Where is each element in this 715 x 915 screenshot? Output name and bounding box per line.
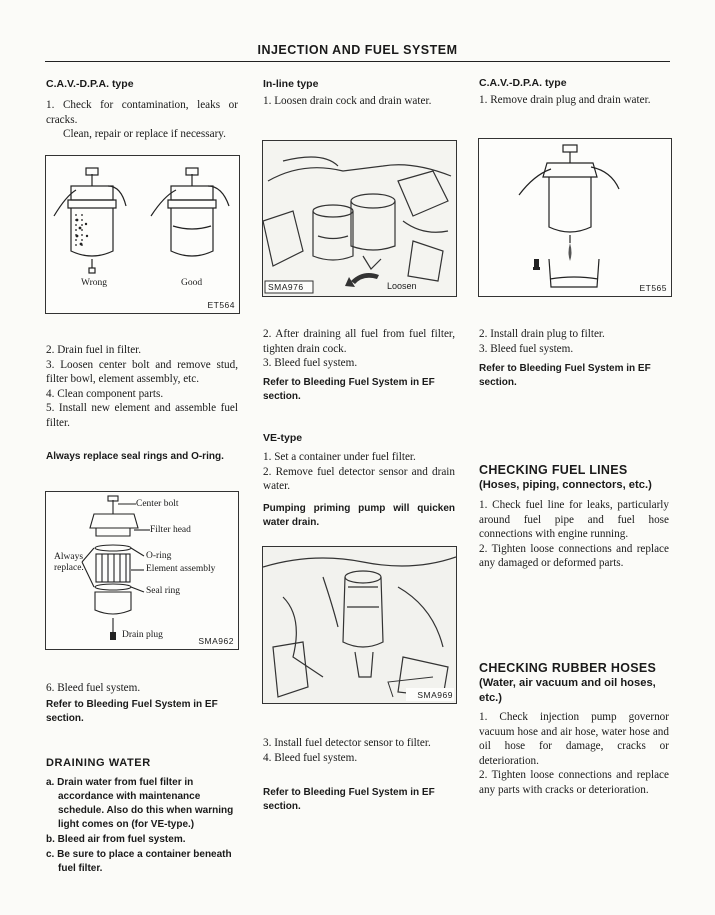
col1-note-bleeding: Refer to Bleeding Fuel System in EF section. — [46, 699, 218, 724]
col3-steps-2-3 — [479, 327, 669, 356]
fig1-label-wrong: Wrong — [81, 278, 107, 288]
header-rule — [45, 61, 670, 62]
col1-step1: 1. Check for contamination, leaks or cracks. — [46, 99, 238, 126]
col1-step6: 6. Bleed fuel system. — [46, 682, 141, 694]
checking-fuel-lines-subtitle: (Hoses, piping, connectors, etc.) — [479, 479, 652, 491]
col1-step4: 4. Clean component parts. — [46, 387, 164, 400]
rubber-hoses-step2: 2. Tighten loose connections and replace any parts with cracks or deterioration. — [479, 769, 669, 796]
fig2-label-filter-head: Filter head — [150, 525, 191, 535]
draining-water-title: DRAINING WATER — [46, 757, 151, 769]
figure-ve-sensor — [262, 546, 457, 704]
fig2-label-center-bolt: Center bolt — [136, 499, 179, 509]
rubber-hoses-step1: 1. Check injection pump governor vacuum hose and air hose, water hose and oil hose for damage, cracks or deterioration. — [479, 711, 669, 767]
fig1-label-good: Good — [181, 278, 203, 288]
fig2-label-element-assembly: Element assembly — [146, 564, 216, 574]
fig1-id: ET564 — [207, 300, 235, 310]
ve-step1: 1. Set a container under fuel filter. — [263, 451, 416, 463]
col2-steps-2-3 — [263, 327, 455, 371]
filter-comparison-illustration — [46, 156, 239, 313]
figure-inline-drain-cock — [262, 140, 457, 297]
checking-rubber-hoses-title: CHECKING RUBBER HOSES — [479, 661, 657, 675]
col1-step1-sub: Clean, repair or replace if necessary. — [63, 128, 226, 140]
col3-step2: 2. Install drain plug to filter. — [479, 328, 605, 340]
fuel-lines-step2: 2. Tighten loose connections and replace any damaged or deformed parts. — [479, 542, 669, 570]
col2-note-bleeding-1: Refer to Bleeding Fuel System in EF section. — [263, 377, 435, 402]
col2-steps-3-4 — [263, 736, 455, 765]
col2-step1: 1. Loosen drain cock and drain water. — [263, 95, 432, 107]
fig2-label-o-ring: O-ring — [146, 551, 172, 561]
ve-step3: 3. Install fuel detector sensor to filter. — [263, 737, 431, 749]
col1-note-orings: Always replace seal rings and O-ring. — [46, 451, 224, 462]
figure-filter-exploded — [45, 491, 239, 650]
fig2-label-seal-ring: Seal ring — [146, 586, 181, 596]
draining-item-b: b. Bleed air from fuel system. — [46, 834, 186, 845]
ve-steps — [263, 450, 455, 494]
col3-title: C.A.V.-D.P.A. type — [479, 77, 567, 89]
ve-step4: 4. Bleed fuel system. — [263, 751, 358, 764]
col1-steps-2-5 — [46, 343, 238, 431]
figure-filter-wrong-good — [45, 155, 240, 314]
draining-water-list — [46, 776, 241, 877]
fuel-lines-step1: 1. Check fuel line for leaks, particularly around fuel pipe and fuel hose connections with engine running. — [479, 499, 669, 541]
draining-item-c: c. Be sure to place a container beneath fuel filter. — [46, 849, 232, 874]
fig2-label-drain-plug: Drain plug — [122, 630, 163, 640]
checking-fuel-lines-title: CHECKING FUEL LINES — [479, 463, 628, 477]
col2-fig2-id: SMA969 — [417, 690, 453, 700]
col1-step5: 5. Install new element and assemble fuel filter. — [46, 402, 238, 429]
col3-note-bleeding: Refer to Bleeding Fuel System in EF section. — [479, 363, 651, 388]
checking-rubber-hoses-subtitle: (Water, air vacuum and oil hoses, etc.) — [479, 677, 656, 704]
col2-note-priming-pump: Pumping priming pump will quicken water drain. — [263, 503, 455, 528]
draining-item-a: a. Drain water from fuel filter in accordance with maintenance schedule. Also do this when warning light comes on (for VE-type.) — [46, 777, 234, 830]
ve-filter-photo — [263, 547, 456, 703]
figure-cav-drain-plug — [478, 138, 672, 297]
ve-step2: 2. Remove fuel detector sensor and drain water. — [263, 465, 455, 493]
col3-step3: 3. Bleed fuel system. — [479, 342, 574, 355]
col3-fig-id: ET565 — [639, 283, 667, 293]
col2-step3: 3. Bleed fuel system. — [263, 357, 358, 370]
col2-note-bleeding-2: Refer to Bleeding Fuel System in EF section. — [263, 787, 435, 812]
col3-step1: 1. Remove drain plug and drain water. — [479, 94, 651, 106]
col1-step2: 2. Drain fuel in filter. — [46, 344, 142, 356]
fig2-label-always: Always — [54, 552, 84, 562]
cav-drain-illustration — [479, 139, 671, 296]
fig2-id: SMA962 — [198, 636, 234, 646]
inline-filter-photo — [263, 141, 456, 296]
fig2-label-replace: replace. — [54, 563, 84, 573]
col1-title: C.A.V.-D.P.A. type — [46, 78, 134, 90]
col1-step3: 3. Loosen center bolt and remove stud, filter bowl, element assembly, etc. — [46, 358, 238, 386]
page-header: INJECTION AND FUEL SYSTEM — [257, 43, 458, 57]
ve-type-title: VE-type — [263, 432, 303, 444]
col2-step2: 2. After draining all fuel from fuel filter, tighten drain cock. — [263, 328, 455, 355]
fuel-lines-steps — [479, 498, 669, 571]
col2-title: In-line type — [263, 78, 319, 90]
col2-fig1-id: SMA976 — [268, 282, 304, 292]
col2-fig1-label-loosen: Loosen — [387, 281, 417, 291]
rubber-hoses-steps — [479, 710, 669, 798]
